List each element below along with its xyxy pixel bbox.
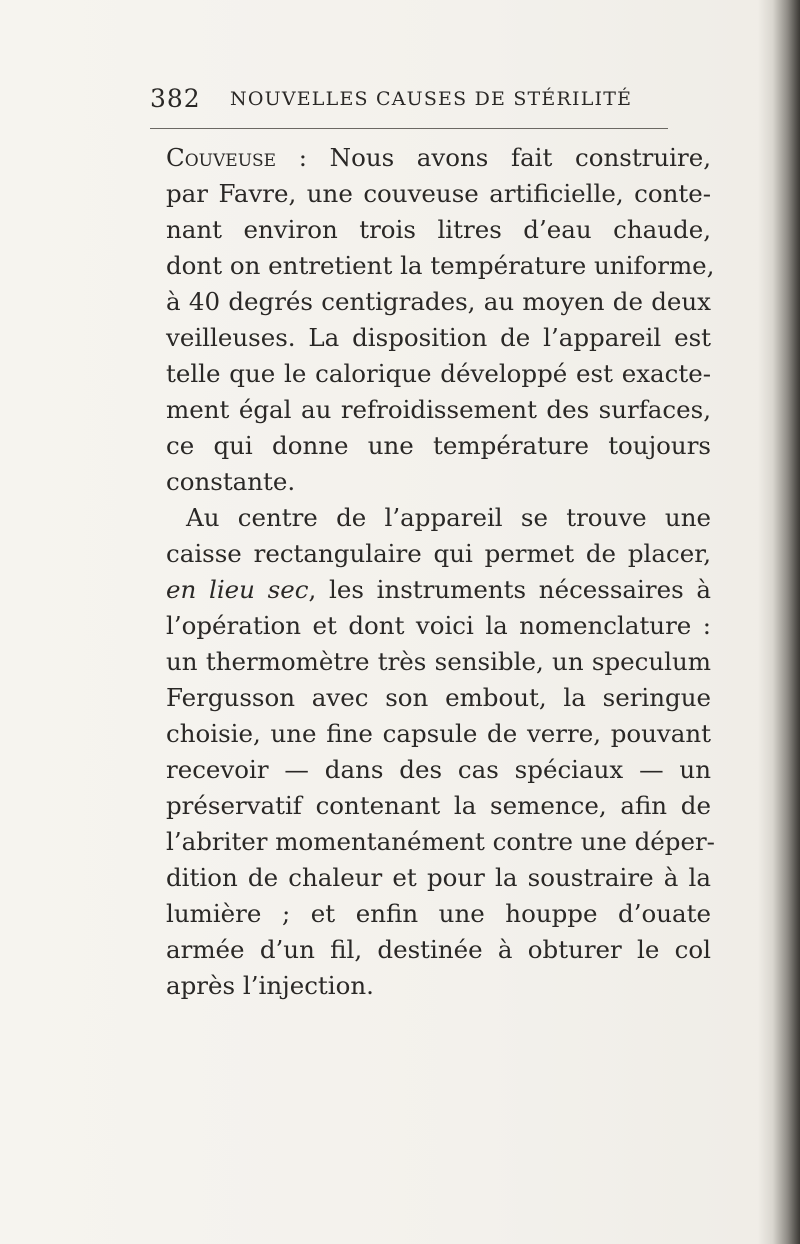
paragraph-2-line-8: recevoir — dans des cas spéciaux — un: [166, 755, 711, 784]
paragraph-1-line-3: nant environ trois litres d’eau chaude,: [166, 215, 711, 244]
paragraph-lead-word: Couveuse: [166, 143, 277, 172]
paragraph-2-line-6: Fergusson avec son embout, la seringue: [166, 683, 711, 712]
paragraph-2-line-11: dition de chaleur et pour la soustraire à la: [166, 863, 711, 892]
paragraph-1-line-7: telle que le calorique développé est exacte-: [166, 359, 711, 388]
paragraph-2-line-4: l’opération et dont voici la nomenclature :: [166, 611, 711, 640]
paragraph-2-line-14: après l’injection.: [166, 971, 374, 1000]
paragraph-2-line-12: lumière ; et enfin une houppe d’ouate: [166, 899, 711, 928]
paragraph-2-line-5: un thermomètre très sensible, un speculum: [166, 647, 711, 676]
paragraph-2-line-2: caisse rectangulaire qui permet de placer,: [166, 539, 711, 568]
paragraph-1-line-9: ce qui donne une température toujours: [166, 431, 711, 460]
paragraph-2-line-7: choisie, une fine capsule de verre, pouvant: [166, 719, 711, 748]
italic-phrase: en lieu sec: [166, 575, 309, 604]
paragraph-2-line-3: en lieu sec, les instruments nécessaires à: [166, 575, 711, 604]
paragraph-1-line-6: veilleuses. La disposition de l’appareil est: [166, 323, 711, 352]
paragraph-1-line-5: à 40 degrés centigrades, au moyen de deux: [166, 287, 711, 316]
paragraph-1-line-8: ment égal au refroidissement des surfaces,: [166, 395, 711, 424]
paragraph-1-line-1: Couveuse : Nous avons fait construire,: [166, 143, 711, 172]
page-edge-shadow: [758, 0, 800, 1244]
paragraph-2-line-1: Au centre de l’appareil se trouve une: [186, 503, 711, 532]
paragraph-1-line-4: dont on entretient la température uniforme,: [166, 251, 715, 280]
paragraph-2-line-10: l’abriter momentanément contre une déper-: [166, 827, 715, 856]
paragraph-2-line-9: préservatif contenant la semence, afin de: [166, 791, 711, 820]
paragraph-1-line-2: par Favre, une couveuse artificielle, conte-: [166, 179, 711, 208]
body-text: [166, 140, 715, 1004]
page-header: [150, 84, 690, 124]
header-rule: [150, 128, 668, 129]
paragraph-2-line-13: armée d’un fil, destinée à obturer le col: [166, 935, 711, 964]
running-title: NOUVELLES CAUSES DE STÉRILITÉ: [230, 88, 633, 110]
page-number: 382: [150, 84, 201, 113]
paragraph-1-line-10: constante.: [166, 467, 296, 496]
